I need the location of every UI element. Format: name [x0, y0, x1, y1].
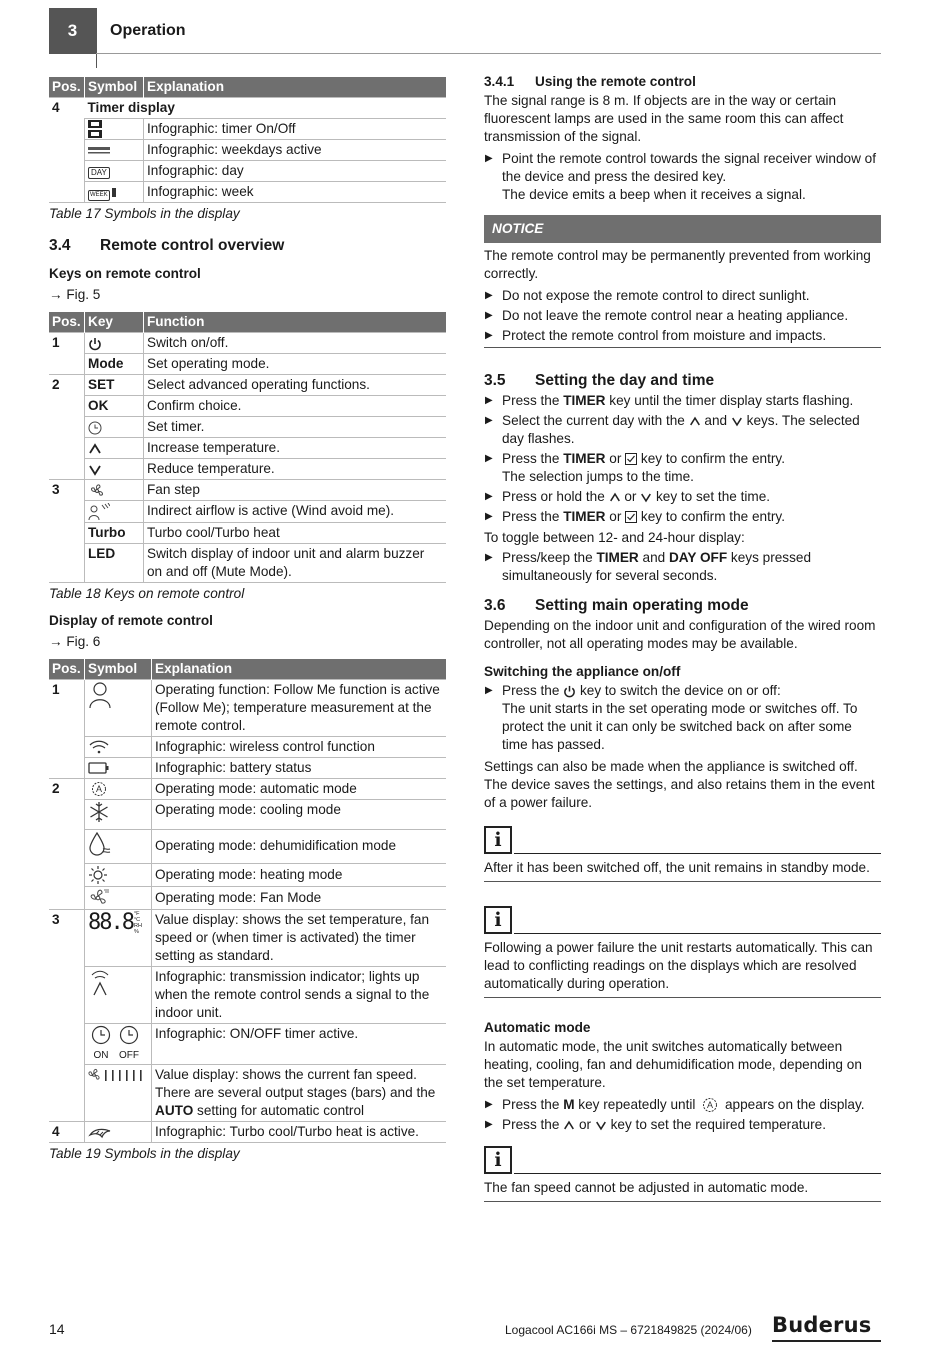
onoff-steps	[484, 682, 881, 754]
checkbox-icon	[625, 453, 637, 465]
col-pos: Pos.	[49, 77, 85, 98]
table-row: Set timer.	[144, 417, 447, 438]
power-icon	[563, 685, 576, 698]
table-row: Value display: shows the set temperature, fan speed or (when timer is activated) the timer setting as standard.	[152, 909, 447, 966]
chevron-down-icon	[731, 416, 743, 427]
automatic-mode-steps	[484, 1096, 881, 1134]
pos-cell: 3	[49, 480, 85, 501]
wind-avoid-icon	[85, 501, 144, 522]
info-text-1: After it has been switched off, the unit remains in standby mode.	[484, 860, 870, 875]
info-icon: i	[484, 826, 512, 854]
group-title: Timer display	[85, 98, 447, 119]
list-item: ▶ Press the or key to set the required temperature.	[484, 1116, 881, 1134]
notice-rule	[484, 347, 881, 348]
table-row: Turbo cool/Turbo heat	[144, 522, 447, 543]
col-function: Function	[144, 312, 447, 333]
day-time-steps	[484, 392, 881, 526]
transmission-icon	[85, 966, 152, 1023]
week-icon: WEEK	[85, 182, 144, 203]
col-symbol: Symbol	[85, 77, 144, 98]
table-row: Reduce temperature.	[144, 459, 447, 480]
col-pos: Pos.	[49, 659, 85, 680]
col-symbol: Symbol	[85, 659, 152, 680]
document-id: Logacool AC166i MS – 6721849825 (2024/06)	[505, 1323, 752, 1337]
mode-key: Mode	[85, 354, 144, 375]
fan-mode-icon	[85, 886, 152, 909]
table-18-caption: Table 18 Keys on remote control	[49, 585, 245, 601]
fan-icon	[85, 480, 144, 501]
table-row: Infographic: timer On/Off	[144, 119, 447, 140]
info-rule	[484, 881, 881, 882]
chapter-title: Operation	[110, 22, 186, 39]
list-item: ▶ Press the TIMER or key to confirm the entry. The selection jumps to the time.	[484, 450, 881, 486]
chapter-number: 3	[49, 8, 96, 54]
chevron-down-icon	[85, 459, 144, 480]
chevron-down-icon	[640, 492, 652, 503]
table-row: Operating mode: dehumidification mode	[152, 829, 447, 863]
col-pos: Pos.	[49, 312, 85, 333]
remote-instructions	[484, 150, 881, 204]
automatic-mode-paragraph: In automatic mode, the unit switches automatically between heating, cooling, fan and dehumidification mode, depending on the set temperature.	[484, 1039, 862, 1090]
battery-icon	[85, 757, 152, 778]
info-rule	[484, 997, 881, 998]
table-row: Confirm choice.	[144, 396, 447, 417]
list-item: ▶ Press the TIMER key until the timer display starts flashing.	[484, 392, 881, 410]
page-number: 14	[49, 1321, 65, 1337]
table-row: Set operating mode.	[144, 354, 447, 375]
pos-cell: 2	[49, 778, 85, 799]
section-3-5-heading: 3.5 Setting the day and time	[484, 372, 715, 389]
info-rule	[484, 1201, 881, 1202]
table-row: Operating mode: heating mode	[152, 863, 447, 886]
snowflake-icon	[85, 799, 152, 829]
switching-heading: Switching the appliance on/off	[484, 664, 681, 679]
weekdays-icon	[85, 140, 144, 161]
table-row: Infographic: weekdays active	[144, 140, 447, 161]
display-heading: Display of remote control	[49, 612, 213, 628]
day-icon: DAY	[85, 161, 144, 182]
table-row: Fan step	[144, 480, 447, 501]
info-box-3	[484, 1146, 881, 1174]
header-rule	[96, 53, 881, 54]
led-key: LED	[85, 543, 144, 582]
svg-text:A: A	[707, 1100, 714, 1111]
col-key: Key	[85, 312, 144, 333]
list-item: ▶ Press or hold the or key to set the time.	[484, 488, 881, 506]
table-row: Select advanced operating functions.	[144, 375, 447, 396]
table-19	[49, 659, 446, 1143]
info-box-2	[484, 906, 881, 934]
chevron-down-icon	[595, 1120, 607, 1131]
table-row: Increase temperature.	[144, 438, 447, 459]
list-item: ▶ Press the key to switch the device on or off: The unit starts in the set operating mode or switches off. To protect the unit it can only be switched back on after some time has passed.	[484, 682, 881, 754]
table-row: Operating function: Follow Me function is active (Follow Me); temperature measurement at the remote control.	[152, 679, 447, 736]
turbo-icon	[85, 1121, 152, 1142]
toggle-steps	[484, 549, 881, 585]
section-3-6-heading: 3.6 Setting main operating mode	[484, 597, 749, 614]
chevron-up-icon	[689, 416, 701, 427]
table-row: Switch on/off.	[144, 333, 447, 354]
table-row: Infographic: ON/OFF timer active.	[152, 1023, 447, 1064]
table-row: Infographic: Turbo cool/Turbo heat is active.	[152, 1121, 447, 1142]
table-18	[49, 312, 446, 582]
list-item: ▶ Do not leave the remote control near a heating appliance.	[484, 307, 881, 325]
chevron-up-icon	[609, 492, 621, 503]
brand-logo-underline	[772, 1340, 881, 1342]
checkbox-icon	[625, 511, 637, 523]
table-row: Infographic: wireless control function	[152, 736, 447, 757]
timer-onoff-icon	[85, 119, 144, 140]
list-item: ▶ Point the remote control towards the signal receiver window of the device and press the desired key. The device emits a beep when it receives a signal.	[484, 150, 881, 204]
section-3-4-heading: 3.4 Remote control overview	[49, 237, 285, 255]
sun-icon	[85, 863, 152, 886]
list-item: ▶ Do not expose the remote control to direct sunlight.	[484, 287, 881, 305]
pos-cell: 4	[49, 1121, 85, 1142]
settings-paragraph: Settings can also be made when the appliance is switched off. The device saves the settings, and also retains them in the event of a power failure.	[484, 759, 875, 810]
section-3-4-1-heading: 3.4.1 Using the remote control	[484, 74, 696, 89]
pos-cell: 4	[49, 98, 85, 119]
table-row: Operating mode: Fan Mode	[152, 886, 447, 909]
on-off-timer-icon: ON OFF	[85, 1023, 152, 1064]
svg-text:A: A	[95, 784, 103, 795]
modes-paragraph: Depending on the indoor unit and configuration of the wired room controller, not all operating modes may be available.	[484, 618, 876, 651]
fig-5-ref: → Fig. 5	[49, 287, 101, 303]
table-row: Value display: shows the current fan speed. There are several output stages (bars) and the AUTO setting for automatic control	[152, 1064, 447, 1121]
pos-cell: 3	[49, 909, 85, 966]
chapter-tick	[96, 8, 97, 68]
toggle-text: To toggle between 12- and 24-hour display:	[484, 530, 745, 545]
power-icon	[85, 333, 144, 354]
automatic-mode-heading: Automatic mode	[484, 1020, 591, 1035]
info-text-2: Following a power failure the unit restarts automatically. This can lead to conflicting readings on the displays which are resolved automatically during operation.	[484, 940, 873, 991]
auto-mode-icon	[85, 778, 152, 799]
right-column	[484, 73, 881, 1202]
clock-icon	[85, 417, 144, 438]
notice-list	[484, 287, 881, 345]
table-row: Operating mode: cooling mode	[152, 799, 447, 829]
table-17-caption: Table 17 Symbols in the display	[49, 206, 240, 222]
notice-bar: NOTICE	[484, 215, 881, 243]
pos-cell: 2	[49, 375, 85, 396]
col-explanation: Explanation	[144, 77, 447, 98]
info-box-1	[484, 826, 881, 854]
signal-range-paragraph: The signal range is 8 m. If objects are in the way or certain fluorescent lamps are used in the same room this can affect transmission of the signal.	[484, 93, 844, 144]
pos-cell: 1	[49, 333, 85, 354]
fan-speed-icon	[85, 1064, 152, 1121]
set-key: SET	[85, 375, 144, 396]
table-row: Indirect airflow is active (Wind avoid me).	[144, 501, 447, 522]
fig-6-ref: → Fig. 6	[49, 633, 101, 649]
wireless-icon	[85, 736, 152, 757]
pos-cell: 1	[49, 679, 85, 736]
list-item: ▶ Protect the remote control from moisture and impacts.	[484, 327, 881, 345]
table-row: Infographic: battery status	[152, 757, 447, 778]
col-explanation: Explanation	[152, 659, 447, 680]
left-column	[49, 77, 446, 1163]
table-row: Operating mode: automatic mode	[152, 778, 447, 799]
list-item: ▶ Press/keep the TIMER and DAY OFF keys pressed simultaneously for several seconds.	[484, 549, 881, 585]
brand-logo: Buderus	[772, 1313, 872, 1337]
droplet-icon	[85, 829, 152, 863]
list-item: ▶ Press the M key repeatedly until A appears on the display.	[484, 1096, 881, 1114]
chevron-up-icon	[85, 438, 144, 459]
table-row: Switch display of indoor unit and alarm buzzer on and off (Mute Mode).	[144, 543, 447, 582]
table-17	[49, 77, 446, 203]
turbo-key: Turbo	[85, 522, 144, 543]
auto-mode-icon	[699, 1097, 721, 1113]
segment-display-icon: 88.8°F °C RH %	[85, 909, 152, 966]
table-19-caption: Table 19 Symbols in the display	[49, 1145, 240, 1161]
list-item: ▶ Select the current day with the and keys. The selected day flashes.	[484, 412, 881, 448]
table-row: Infographic: week	[144, 182, 447, 203]
notice-text: The remote control may be permanently prevented from working correctly.	[484, 248, 871, 281]
info-icon: i	[484, 906, 512, 934]
table-row: Infographic: day	[144, 161, 447, 182]
chevron-up-icon	[563, 1120, 575, 1131]
list-item: ▶ Press the TIMER or key to confirm the entry.	[484, 508, 881, 526]
follow-me-icon	[85, 679, 152, 736]
ok-key: OK	[85, 396, 144, 417]
keys-heading: Keys on remote control	[49, 266, 201, 282]
info-icon: i	[484, 1146, 512, 1174]
info-text-3: The fan speed cannot be adjusted in automatic mode.	[484, 1180, 809, 1195]
table-row: Infographic: transmission indicator; lights up when the remote control sends a signal to the indoor unit.	[152, 966, 447, 1023]
